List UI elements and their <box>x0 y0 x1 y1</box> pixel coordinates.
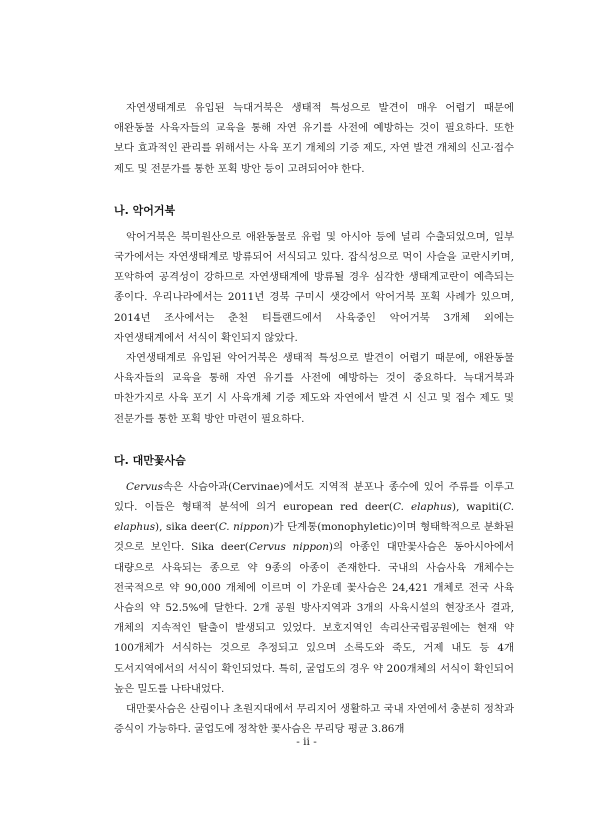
section-heading-snapping-turtle: 나. 악어거북 <box>114 203 176 217</box>
text-run: 속은 사슴아과(Cervinae)에서도 지역적 분포나 종수에 있어 주류를 이루고 있다. 이들은 형태적 분석에 의거 european red deer( <box>114 480 514 514</box>
text-run: ), sika deer( <box>155 521 219 534</box>
text-run: ), wapiti( <box>452 501 504 514</box>
species-name-italic: C. elaphus <box>393 501 453 514</box>
species-name-italic: C. nippon <box>218 521 270 534</box>
document-page <box>114 98 514 739</box>
page-number: - ii - <box>296 736 317 748</box>
text-run: )가 단계통(monophyletic)이며 형태학적으로 분화된 것으로 보인다. Sika deer( <box>114 521 514 554</box>
intro-paragraph: 자연생태계로 유입된 늑대거북은 생태적 특성으로 발견이 매우 어렵기 때문에 애완동물 사육자들의 교육을 통해 자연 유기를 사전에 예방하는 것이 필요하다. 또한 보다 효과적인 관리를 위해서는 사육 포기 개체의 기증 제도, 자연 발견 개체의 신고·접수 제도 및 전문가를 통한 포획 방안 등이 고려되어야 한다. <box>114 102 514 175</box>
species-name-italic: C. elaphus <box>114 501 514 534</box>
genus-name-italic: Cervus <box>126 480 163 493</box>
snapping-turtle-paragraph-1: 악어거북은 북미원산으로 애완동물로 유럽 및 아시아 등에 널리 수출되었으며, 일부 국가에서는 자연생태계로 방류되어 서식되고 있다. 잡식성으로 먹이 사슬을 교란시키며, 포악하여 공격성이 강하므로 자연생태계에 방류될 경우 심각한 생태계교란이 예측되는 종이다. 우리나라에서는 2011년 경북 구미시 샛강에서 악어거북 포획 사례가 있으며, 2014년 조사에서는 춘천 티틀랜드에서 사육중인 악어거북 3개체 외에는 자연생태계에서 서식이 확인되지 않았다. <box>114 230 514 344</box>
section-heading-formosan-sika-deer: 다. 대만꽃사슴 <box>114 453 186 467</box>
sika-deer-paragraph-2: 대만꽃사슴은 산림이나 초원지대에서 무리지어 생활하고 국내 자연에서 충분히 정착과 증식이 가능하다. 굴업도에 정착한 꽃사슴은 무리당 평균 3.86개 <box>114 703 514 736</box>
snapping-turtle-paragraph-2: 자연생태계로 유입된 악어거북은 생태적 특성으로 발견이 어렵기 때문에, 애완동물 사육자들의 교육을 통해 자연 유기를 사전에 예방하는 것이 중요하다. 늑대거북과 마찬가지로 사육 포기 시 사육개체 기증 제도와 자연에서 발견 시 신고 및 접수 제도 및 전문가를 통한 포획 방안 마련이 필요하다. <box>114 352 514 425</box>
species-name-italic: Cervus nippon <box>248 541 329 554</box>
sika-deer-paragraph-1 <box>114 477 514 699</box>
text-run: )의 아종인 대만꽃사슴은 동아시아에서 대량으로 사육되는 종으로 약 9종의 아종이 존재한다. 국내의 사슴사육 개체수는 전국적으로 약 90,000 개체에 이르며 이 가운데 꽃사슴은 24,421 개체로 전국 사육 사슴의 약 52.5%에 달한다. 2개 공원 방사지역과 3개의 사육시설의 현장조사 결과, 개체의 지속적인 탈출이 발생되고 있었다. 보호지역인 속리산국립공원에는 현재 약 100개체가 서식하는 것으로 추정되고 있으며 소록도와 죽도, 거제 내도 등 4개 도서지역에서의 서식이 확인되었다. 특히, 굴업도의 경우 약 200개체의 서식이 확인되어 높은 밀도를 나타내었다. <box>114 541 515 695</box>
